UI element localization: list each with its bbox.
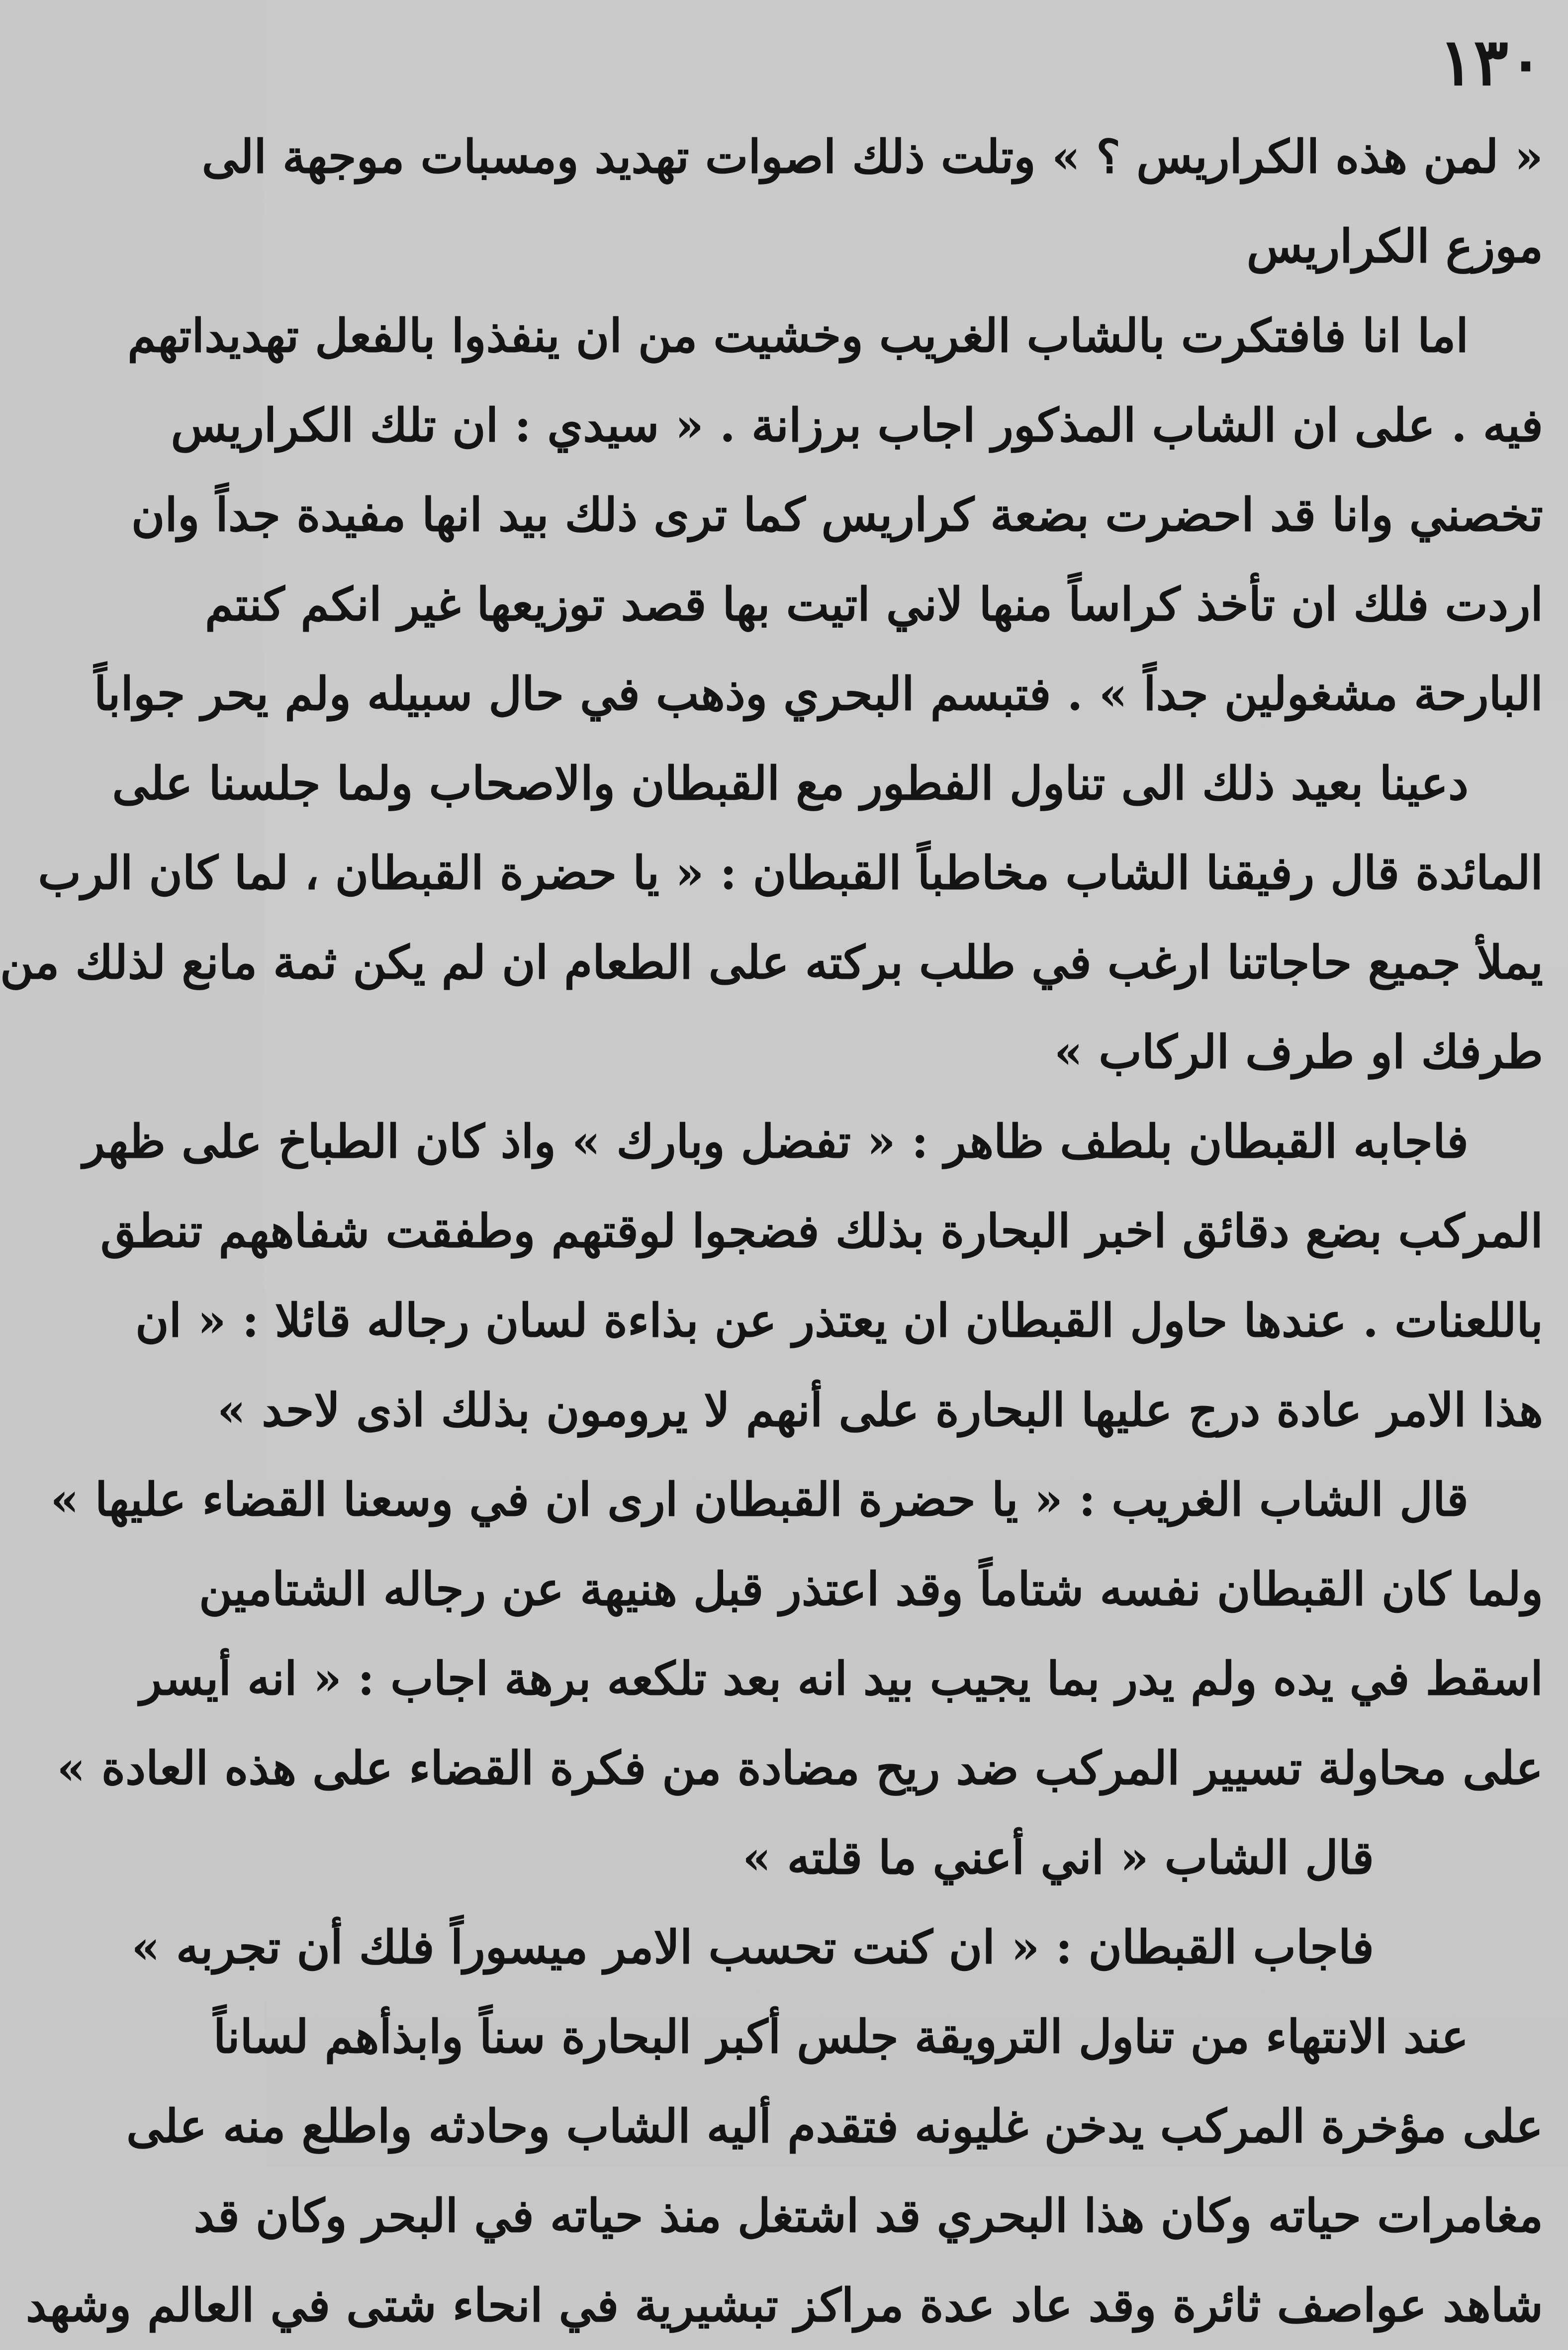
text-line: قال الشاب الغريب : « يا حضرة القبطان ارى ان في وسعنا القضاء عليها » [50,1473,1469,1526]
text-line: فاجاب القبطان : « ان كنت تحسب الامر ميسوراً فلك أن تجربه » [131,1920,1374,1974]
text-line: طرفك او طرف الركاب » [1054,1025,1543,1079]
text-line: اسقط في يده ولم يدر بما يجيب بيد انه بعد تلكعه برهة اجاب : « انه أيسر [140,1652,1543,1705]
text-line: قال الشاب « اني أعني ما قلته » [742,1831,1374,1884]
text-line: اما انا فافتكرت بالشاب الغريب وخشيت من ان ينفذوا بالفعل تهديداتهم [127,309,1469,363]
text-line: المائدة قال رفيقنا الشاب مخاطباً القبطان : « يا حضرة القبطان ، لما كان الرب [38,846,1543,900]
text-line: مغامرات حياته وكان هذا البحري قد اشتغل منذ حياته في البحر وكان قد [193,2189,1543,2243]
text-line: شاهد عواصف ثائرة وقد عاد عدة مراكز تبشيرية في انحاء شتى في العالم وشهد [25,2278,1543,2332]
text-line: تخصني وانا قد احضرت بضعة كراريس كما ترى ذلك بيد انها مفيدة جداً وان [131,488,1543,542]
text-line: ولما كان القبطان نفسه شتاماً وقد اعتذر قبل هنيهة عن رجاله الشتامين [198,1562,1543,1616]
text-line: المركب بضع دقائق اخبر البحارة بذلك فضجوا لوقتهم وطفقت شفاههم تنطق [100,1204,1543,1258]
text-line: دعينا بعيد ذلك الى تناول الفطور مع القبطان والاصحاب ولما جلسنا على [112,756,1469,810]
page-number: ١٣٠ [1439,24,1543,100]
text-line: فاجابه القبطان بلطف ظاهر : « تفضل وبارك » واذ كان الطباخ على ظهر [83,1115,1469,1168]
text-line: يملأ جميع حاجاتنا ارغب في طلب بركته على الطعام ان لم يكن ثمة مانع لذلك من [0,936,1543,989]
text-line: فيه . على ان الشاب المذكور اجاب برزانة . « سيدي : ان تلك الكراريس [171,398,1543,452]
text-line: على مؤخرة المركب يدخن غليونه فتقدم أليه الشاب وحادثه واطلع منه على [126,2099,1543,2153]
text-line: هذا الامر عادة درج عليها البحارة على أنهم لا يرومون بذلك اذى لاحد » [217,1383,1543,1437]
text-line: « لمن هذه الكراريس ؟ » وتلت ذلك اصوات تهديد ومسبات موجهة الى [201,130,1543,184]
text-line: موزع الكراريس [1246,219,1543,273]
text-line: عند الانتهاء من تناول الترويقة جلس أكبر البحارة سناً وابذأهم لساناً [213,2010,1469,2064]
text-line: باللعنات . عندها حاول القبطان ان يعتذر عن بذاءة لسان رجاله قائلا : « ان [135,1294,1543,1347]
text-line: البارحة مشغولين جداً » . فتبسم البحري وذهب في حال سبيله ولم يحر جواباً [93,667,1543,721]
text-line: اردت فلك ان تأخذ كراساً منها لاني اتيت بها قصد توزيعها غير انكم كنتم [204,577,1543,631]
text-line: على محاولة تسيير المركب ضد ريح مضادة من فكرة القضاء على هذه العادة » [57,1741,1543,1795]
text-body [0,112,1543,2350]
